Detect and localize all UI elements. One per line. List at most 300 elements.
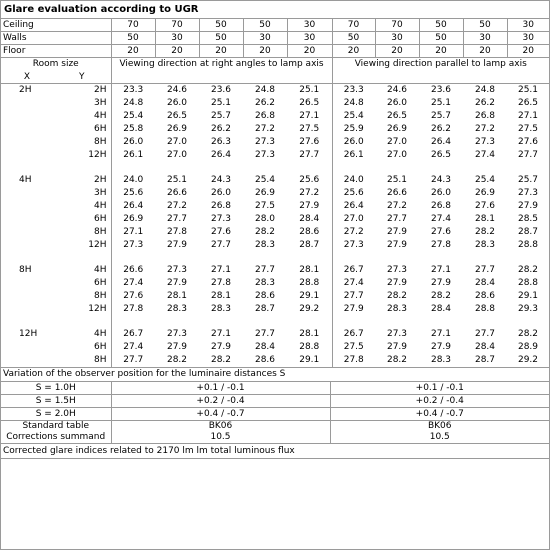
ugr-value-right: 24.8 [254, 85, 276, 95]
ugr-value-parallel: 23.6 [430, 85, 452, 95]
reflectance-value: 30 [287, 19, 332, 32]
room-x: 4H [19, 175, 32, 185]
ugr-value-parallel: 26.9 [474, 188, 496, 198]
ugr-value-parallel: 27.1 [430, 329, 452, 339]
ugr-value-parallel: 28.7 [517, 227, 539, 237]
reflectance-value: 20 [375, 45, 419, 58]
ugr-value-parallel: 28.3 [386, 304, 408, 314]
room-x: 2H [19, 85, 32, 95]
ugr-value-right: 27.7 [299, 150, 320, 160]
ugr-value-right: 26.9 [254, 188, 276, 198]
reflectance-value: 30 [155, 32, 199, 45]
table-row [1, 123, 549, 136]
ugr-value-right: 28.8 [299, 278, 320, 288]
ugr-value-right: 26.6 [111, 264, 155, 277]
ugr-value-parallel: 26.5 [517, 98, 539, 108]
ugr-value-right: 27.5 [254, 201, 276, 211]
ugr-value-right: 25.1 [210, 98, 232, 108]
ugr-value-parallel: 28.4 [474, 278, 496, 288]
table-row [1, 187, 549, 200]
ugr-value-parallel: 26.5 [386, 111, 408, 121]
room-x [1, 149, 53, 162]
ugr-value-parallel: 25.1 [517, 85, 539, 95]
reflectance-value: 20 [463, 45, 507, 58]
ugr-value-parallel: 26.5 [430, 150, 452, 160]
x-axis-label: X [1, 71, 53, 84]
variation-right: +0.2 / -0.4 [111, 395, 330, 408]
ugr-value-right: 27.1 [299, 111, 320, 121]
ugr-value-right: 26.9 [111, 213, 155, 226]
ugr-value-parallel: 25.4 [474, 175, 496, 185]
ugr-value-right: 27.2 [166, 201, 188, 211]
ugr-value-parallel: 27.5 [332, 341, 375, 354]
reflectance-value: 20 [155, 45, 199, 58]
ugr-value-parallel: 27.3 [386, 265, 408, 275]
reflectance-value: 50 [199, 19, 243, 32]
group-spacer [1, 316, 549, 328]
table-row [1, 174, 549, 187]
ugr-value-parallel: 27.2 [332, 226, 375, 239]
ugr-value-right: 27.1 [210, 265, 232, 275]
room-x [1, 97, 53, 110]
ugr-value-right: 26.2 [210, 124, 232, 134]
table-row [1, 110, 549, 123]
ugr-value-right: 27.6 [210, 227, 232, 237]
room-y: 4H [94, 201, 107, 211]
ugr-value-right: 25.8 [111, 123, 155, 136]
ugr-value-right: 27.3 [166, 265, 188, 275]
ugr-value-parallel: 29.1 [517, 291, 539, 301]
reflectance-value: 70 [111, 19, 155, 32]
ugr-value-right: 26.5 [299, 98, 320, 108]
ugr-value-parallel: 27.7 [517, 150, 539, 160]
ugr-value-right: 26.0 [210, 188, 232, 198]
ugr-value-parallel: 25.1 [430, 98, 452, 108]
ugr-value-right: 27.7 [166, 214, 188, 224]
reflectance-value: 30 [507, 32, 549, 45]
ugr-value-right: 26.6 [166, 188, 188, 198]
ugr-value-parallel: 27.9 [386, 342, 408, 352]
ugr-value-parallel: 28.8 [517, 240, 539, 250]
ugr-value-parallel: 27.9 [386, 227, 408, 237]
ugr-value-parallel: 28.1 [474, 214, 496, 224]
ugr-value-parallel: 28.3 [474, 240, 496, 250]
ugr-value-parallel: 27.4 [332, 277, 375, 290]
reflectance-label: Walls [1, 32, 111, 45]
room-y: 6H [94, 214, 107, 224]
room-y: 8H [94, 227, 107, 237]
ugr-value-right: 24.3 [210, 175, 232, 185]
reflectance-value: 50 [463, 19, 507, 32]
ugr-value-right: 25.4 [254, 175, 276, 185]
ugr-value-parallel: 27.7 [474, 265, 496, 275]
ugr-value-right: 26.8 [210, 201, 232, 211]
reflectance-value: 50 [332, 32, 375, 45]
ugr-value-parallel: 26.2 [430, 124, 452, 134]
view-parallel-heading: Viewing direction parallel to lamp axis [332, 58, 549, 71]
ugr-value-right: 28.2 [166, 355, 188, 365]
table-row [1, 226, 549, 239]
ugr-value-right: 26.0 [111, 136, 155, 149]
ugr-value-parallel: 25.1 [386, 175, 408, 185]
ugr-value-right: 28.1 [299, 329, 320, 339]
room-x [1, 277, 53, 290]
ugr-value-parallel: 27.9 [386, 240, 408, 250]
ugr-value-parallel: 26.2 [474, 98, 496, 108]
table-row [1, 200, 549, 213]
ugr-value-right: 27.3 [111, 239, 155, 252]
group-spacer [1, 252, 549, 264]
ugr-value-right: 26.3 [210, 137, 232, 147]
ugr-value-right: 27.5 [299, 124, 320, 134]
ugr-value-right: 28.6 [254, 355, 276, 365]
standard-table-parallel: BK06 [330, 421, 549, 433]
ugr-values-table [1, 58, 549, 367]
ugr-value-right: 28.6 [299, 227, 320, 237]
ugr-value-parallel: 27.6 [430, 227, 452, 237]
ugr-value-right: 27.9 [166, 240, 188, 250]
table-row [1, 354, 549, 367]
reflectance-value: 20 [507, 45, 549, 58]
room-y: 12H [88, 304, 107, 314]
variation-title: Variation of the observer position for the luminaire distances S [1, 367, 549, 382]
corrections-parallel: 10.5 [330, 432, 549, 444]
standard-table-right: BK06 [111, 421, 330, 433]
ugr-value-right: 27.0 [166, 150, 188, 160]
ugr-value-parallel: 28.8 [474, 304, 496, 314]
ugr-value-right: 27.3 [254, 150, 276, 160]
ugr-value-parallel: 27.1 [430, 265, 452, 275]
reflectance-value: 20 [419, 45, 463, 58]
ugr-value-parallel: 25.9 [332, 123, 375, 136]
ugr-value-right: 27.7 [254, 329, 276, 339]
ugr-value-parallel: 27.7 [332, 290, 375, 303]
room-y: 3H [94, 188, 107, 198]
ugr-value-parallel: 28.2 [474, 227, 496, 237]
reflectance-row [1, 19, 549, 32]
ugr-value-right: 28.6 [254, 291, 276, 301]
room-y: 8H [94, 355, 107, 365]
ugr-value-parallel: 27.7 [474, 329, 496, 339]
room-x [1, 354, 53, 367]
ugr-value-parallel: 24.3 [430, 175, 452, 185]
ugr-value-right: 28.7 [254, 304, 276, 314]
room-x [1, 136, 53, 149]
table-row [1, 149, 549, 162]
table-row [1, 290, 549, 303]
ugr-value-right: 27.9 [210, 342, 232, 352]
ugr-value-parallel: 28.2 [430, 291, 452, 301]
ugr-value-parallel: 28.2 [517, 329, 539, 339]
room-y: 4H [94, 329, 107, 339]
ugr-value-parallel: 26.1 [332, 149, 375, 162]
ugr-value-right: 27.7 [210, 240, 232, 250]
ugr-value-parallel: 27.3 [474, 137, 496, 147]
ugr-value-parallel: 26.8 [474, 111, 496, 121]
ugr-value-right: 28.7 [299, 240, 320, 250]
y-axis-label: Y [53, 71, 111, 84]
ugr-value-right: 26.4 [111, 200, 155, 213]
room-y: 8H [94, 137, 107, 147]
variation-table [1, 382, 549, 444]
room-y: 12H [88, 240, 107, 250]
variation-label: S = 1.0H [1, 382, 111, 395]
ugr-value-right: 26.9 [166, 124, 188, 134]
ugr-value-parallel: 27.7 [386, 214, 408, 224]
ugr-value-right: 25.1 [166, 175, 188, 185]
footer-note: Corrected glare indices related to 2170 lm lm total luminous flux [1, 444, 549, 459]
ugr-value-parallel: 27.3 [332, 239, 375, 252]
ugr-value-parallel: 26.6 [386, 188, 408, 198]
room-y: 2H [94, 85, 107, 95]
reflectance-value: 30 [375, 32, 419, 45]
ugr-value-parallel: 25.4 [332, 110, 375, 123]
ugr-value-right: 23.3 [111, 84, 155, 98]
room-x [1, 303, 53, 316]
reflectance-value: 20 [287, 45, 332, 58]
ugr-value-parallel: 26.9 [386, 124, 408, 134]
ugr-value-right: 27.7 [254, 265, 276, 275]
ugr-value-parallel: 26.4 [332, 200, 375, 213]
ugr-value-parallel: 29.3 [517, 304, 539, 314]
room-y: 6H [94, 278, 107, 288]
group-spacer [1, 162, 549, 174]
ugr-value-right: 26.0 [166, 98, 188, 108]
ugr-value-parallel: 29.2 [517, 355, 539, 365]
reflectance-value: 50 [419, 32, 463, 45]
reflectance-value: 20 [199, 45, 243, 58]
variation-parallel: +0.1 / -0.1 [330, 382, 549, 395]
ugr-value-right: 28.2 [210, 355, 232, 365]
ugr-value-right: 27.6 [111, 290, 155, 303]
ugr-value-right: 27.4 [111, 277, 155, 290]
ugr-value-right: 27.4 [111, 341, 155, 354]
room-y: 3H [94, 98, 107, 108]
reflectance-row [1, 45, 549, 58]
ugr-value-parallel: 27.9 [332, 303, 375, 316]
room-x [1, 213, 53, 226]
room-y: 6H [94, 342, 107, 352]
ugr-value-parallel: 27.0 [332, 213, 375, 226]
ugr-value-parallel: 28.2 [386, 355, 408, 365]
reflectance-row [1, 32, 549, 45]
ugr-value-parallel: 28.3 [430, 355, 452, 365]
ugr-value-right: 26.4 [210, 150, 232, 160]
ugr-value-right: 26.1 [111, 149, 155, 162]
ugr-value-parallel: 26.7 [332, 328, 375, 341]
ugr-value-right: 26.2 [254, 98, 276, 108]
room-x [1, 239, 53, 252]
reflectance-value: 30 [463, 32, 507, 45]
corrections-label: Corrections summand [1, 432, 111, 444]
variation-row [1, 395, 549, 408]
ugr-value-right: 25.6 [299, 175, 320, 185]
ugr-value-parallel: 24.8 [332, 97, 375, 110]
ugr-value-right: 28.1 [210, 291, 232, 301]
table-row [1, 84, 549, 98]
table-row [1, 341, 549, 354]
reflectance-label: Ceiling [1, 19, 111, 32]
table-row [1, 97, 549, 110]
ugr-value-parallel: 28.5 [517, 214, 539, 224]
ugr-value-right: 26.5 [166, 111, 188, 121]
room-size-label: Room size [32, 59, 79, 69]
variation-right: +0.1 / -0.1 [111, 382, 330, 395]
room-y: 6H [94, 124, 107, 134]
room-y: 2H [94, 175, 107, 185]
ugr-value-right: 26.8 [254, 111, 276, 121]
ugr-value-right: 25.6 [111, 187, 155, 200]
room-x [1, 200, 53, 213]
ugr-value-parallel: 27.4 [474, 150, 496, 160]
ugr-value-right: 27.2 [254, 124, 276, 134]
ugr-value-parallel: 28.8 [517, 278, 539, 288]
room-y: 12H [88, 150, 107, 160]
variation-right: +0.4 / -0.7 [111, 408, 330, 421]
variation-parallel: +0.2 / -0.4 [330, 395, 549, 408]
ugr-value-parallel: 27.6 [517, 137, 539, 147]
ugr-value-right: 28.4 [254, 342, 276, 352]
table-row [1, 328, 549, 341]
ugr-value-right: 29.1 [299, 355, 320, 365]
ugr-value-parallel: 27.2 [386, 201, 408, 211]
ugr-value-parallel: 25.6 [332, 187, 375, 200]
ugr-value-parallel: 27.0 [386, 137, 408, 147]
ugr-value-right: 29.1 [299, 291, 320, 301]
table-row [1, 136, 549, 149]
ugr-value-parallel: 25.7 [430, 111, 452, 121]
ugr-value-right: 27.2 [299, 188, 320, 198]
table-row [1, 277, 549, 290]
reflectance-value: 50 [243, 19, 287, 32]
room-y: 4H [94, 111, 107, 121]
ugr-value-parallel: 27.8 [332, 354, 375, 367]
ugr-value-parallel: 28.7 [474, 355, 496, 365]
room-x [1, 341, 53, 354]
ugr-value-right: 28.3 [254, 278, 276, 288]
ugr-value-right: 26.7 [111, 328, 155, 341]
room-y: 4H [94, 265, 107, 275]
ugr-value-right: 28.4 [299, 214, 320, 224]
ugr-value-right: 28.3 [254, 240, 276, 250]
reflectance-value: 20 [111, 45, 155, 58]
ugr-value-parallel: 28.6 [474, 291, 496, 301]
ugr-value-right: 27.9 [166, 342, 188, 352]
room-x [1, 290, 53, 303]
ugr-value-right: 25.1 [299, 85, 320, 95]
ugr-value-parallel: 27.4 [430, 214, 452, 224]
view-right-heading: Viewing direction at right angles to lamp axis [111, 58, 332, 71]
reflectance-value: 30 [243, 32, 287, 45]
ugr-value-parallel: 25.7 [517, 175, 539, 185]
reflectance-value: 70 [375, 19, 419, 32]
ugr-value-parallel: 28.4 [430, 304, 452, 314]
ugr-value-right: 27.3 [210, 214, 232, 224]
reflectance-value: 20 [332, 45, 375, 58]
ugr-value-parallel: 28.2 [517, 265, 539, 275]
ugr-value-parallel: 27.9 [386, 278, 408, 288]
ugr-value-right: 24.6 [166, 85, 188, 95]
reflectance-value: 30 [287, 32, 332, 45]
ugr-value-parallel: 23.3 [332, 84, 375, 98]
reflectance-value: 50 [419, 19, 463, 32]
ugr-value-right: 28.8 [299, 342, 320, 352]
ugr-value-right: 28.1 [299, 265, 320, 275]
ugr-value-right: 27.8 [166, 227, 188, 237]
ugr-value-parallel: 28.2 [386, 291, 408, 301]
ugr-value-right: 27.1 [210, 329, 232, 339]
ugr-value-parallel: 27.8 [430, 240, 452, 250]
ugr-value-right: 27.3 [166, 329, 188, 339]
table-row [1, 303, 549, 316]
ugr-value-parallel: 27.0 [386, 150, 408, 160]
ugr-value-parallel: 27.5 [517, 124, 539, 134]
ugr-value-parallel: 24.6 [386, 85, 408, 95]
ugr-value-right: 27.8 [111, 303, 155, 316]
ugr-value-right: 29.2 [299, 304, 320, 314]
ugr-value-parallel: 26.8 [430, 201, 452, 211]
ugr-value-right: 24.0 [111, 174, 155, 187]
reflectance-value: 50 [199, 32, 243, 45]
reflectance-value: 70 [155, 19, 199, 32]
ugr-value-right: 25.7 [210, 111, 232, 121]
room-y: 8H [94, 291, 107, 301]
ugr-value-parallel: 26.0 [332, 136, 375, 149]
ugr-value-right: 27.9 [166, 278, 188, 288]
ugr-value-right: 27.8 [210, 278, 232, 288]
ugr-value-right: 27.9 [299, 201, 320, 211]
reflectance-value: 30 [507, 19, 549, 32]
variation-row [1, 408, 549, 421]
ugr-value-right: 27.7 [111, 354, 155, 367]
ugr-value-parallel: 28.4 [474, 342, 496, 352]
reflectance-value: 20 [243, 45, 287, 58]
standard-table-label: Standard table [22, 421, 90, 431]
ugr-value-parallel: 27.9 [517, 201, 539, 211]
ugr-value-parallel: 27.9 [430, 342, 452, 352]
variation-label: S = 2.0H [1, 408, 111, 421]
ugr-value-parallel: 27.2 [474, 124, 496, 134]
ugr-value-right: 28.0 [254, 214, 276, 224]
variation-label: S = 1.5H [1, 395, 111, 408]
ugr-value-parallel: 28.9 [517, 342, 539, 352]
reflectance-label: Floor [1, 45, 111, 58]
ugr-value-right: 28.2 [254, 227, 276, 237]
ugr-value-parallel: 27.6 [474, 201, 496, 211]
ugr-value-parallel: 27.3 [517, 188, 539, 198]
ugr-value-right: 23.6 [210, 85, 232, 95]
ugr-value-right: 28.3 [210, 304, 232, 314]
room-x [1, 123, 53, 136]
ugr-value-parallel: 26.0 [386, 98, 408, 108]
ugr-value-right: 25.4 [111, 110, 155, 123]
ugr-value-parallel: 27.1 [517, 111, 539, 121]
variation-parallel: +0.4 / -0.7 [330, 408, 549, 421]
ugr-value-right: 27.1 [111, 226, 155, 239]
reflectance-value: 50 [111, 32, 155, 45]
reflectance-value: 70 [332, 19, 375, 32]
reflectance-table [1, 19, 549, 58]
ugr-value-right: 28.1 [166, 291, 188, 301]
ugr-value-right: 28.3 [166, 304, 188, 314]
table-row [1, 213, 549, 226]
ugr-value-parallel: 27.3 [386, 329, 408, 339]
room-x [1, 110, 53, 123]
ugr-value-parallel: 24.0 [332, 174, 375, 187]
table-row [1, 239, 549, 252]
ugr-value-parallel: 26.0 [430, 188, 452, 198]
ugr-value-parallel: 26.4 [430, 137, 452, 147]
